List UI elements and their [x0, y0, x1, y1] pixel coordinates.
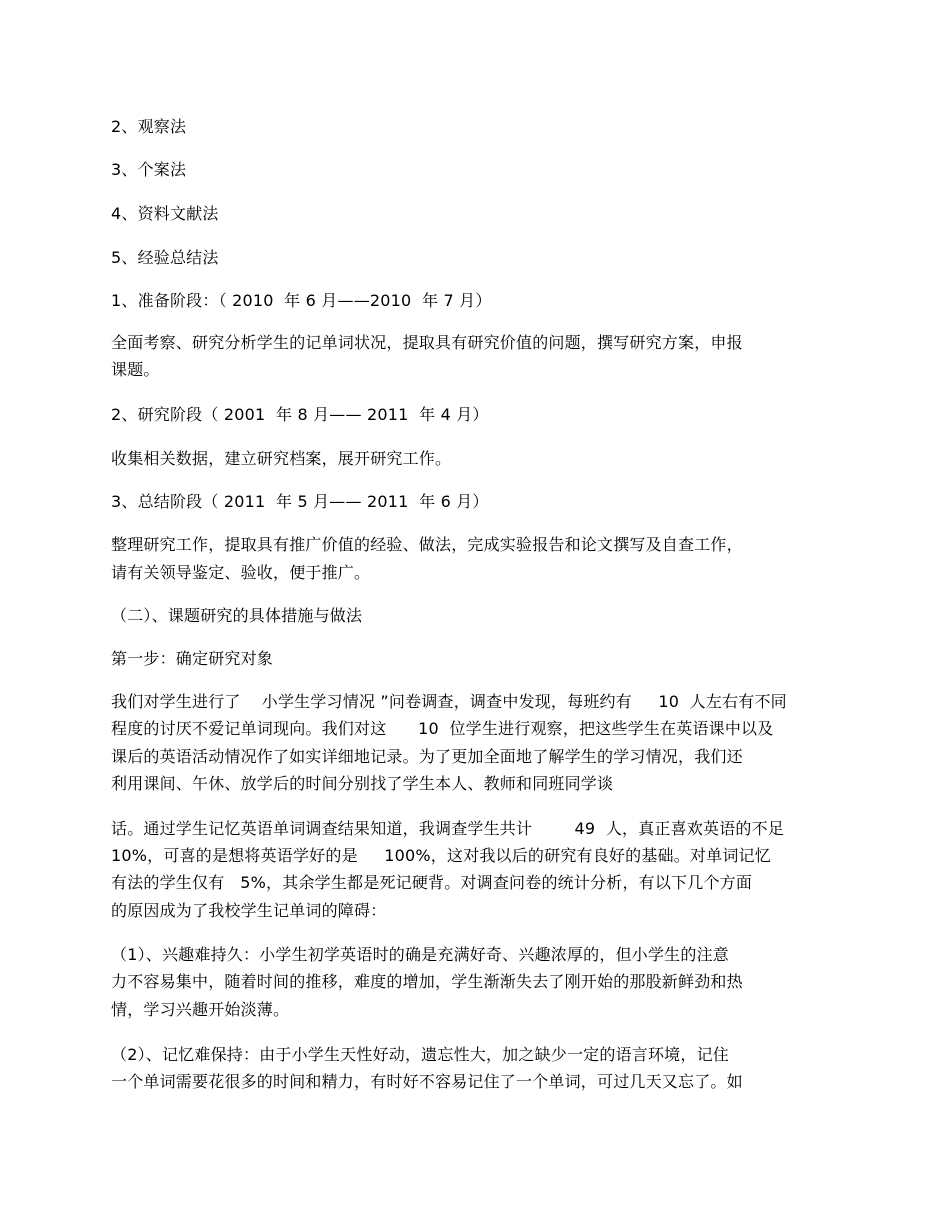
paragraph-line: 我们对学生进行了 小学生学习情况 ”问卷调查，调查中发现，每班约有 10 人左右有不同 [111, 692, 787, 711]
stage-preparation-heading: 1、准备阶段：（ 2010 年 6 月——2010 年 7 月） [111, 291, 492, 310]
section-heading: （二）、课题研究的具体措施与做法 [111, 606, 363, 625]
paragraph-line: 有法的学生仅有 5%，其余学生都是死记硬背。对调查问卷的统计分析，有以下几个方面 [111, 873, 753, 892]
paragraph-line: 力不容易集中，随着时间的推移，难度的增加，学生渐渐失去了刚开始的那股新鲜劲和热 [111, 972, 743, 991]
step-heading: 第一步：确定研究对象 [111, 649, 274, 668]
method-experience-summary: 5、经验总结法 [111, 248, 219, 267]
paragraph-line: 的原因成为了我校学生记单词的障碍： [111, 901, 387, 920]
paragraph-line: 一个单词需要花很多的时间和精力，有时好不容易记住了一个单词，可过几天又忘了。如 [111, 1072, 743, 1091]
method-literature: 4、资料文献法 [111, 204, 219, 223]
paragraph-line: 程度的讨厌不爱记单词现向。我们对这 10 位学生进行观察，把这些学生在英语课中以及 [111, 719, 774, 738]
paragraph-line: 利用课间、午休、放学后的时间分别找了学生本人、教师和同班同学谈 [111, 774, 614, 793]
paragraph-line: 收集相关数据，建立研究档案，展开研究工作。 [111, 449, 452, 468]
paragraph-line: 10%，可喜的是想将英语学好的是 100%，这对我以后的研究有良好的基础。对单词记忆 [111, 846, 771, 865]
method-observation: 2、观察法 [111, 117, 187, 136]
method-case-study: 3、个案法 [111, 160, 187, 179]
stage-research-heading: 2、研究阶段（ 2001 年 8 月—— 2011 年 4 月） [111, 405, 489, 424]
paragraph-line: 全面考察、研究分析学生的记单词状况，提取具有研究价值的问题，撰写研究方案，申报 [111, 333, 743, 352]
paragraph-line: （2）、记忆难保持：由于小学生天性好动，遗忘性大，加之缺少一定的语言环境，记住 [111, 1045, 729, 1064]
paragraph-line: 课题。 [111, 360, 160, 379]
paragraph-line: 情，学习兴趣开始淡薄。 [111, 1000, 290, 1019]
paragraph-line: （1）、兴趣难持久：小学生初学英语时的确是充满好奇、兴趣浓厚的，但小学生的注意 [111, 945, 729, 964]
paragraph-line: 请有关领导鉴定、验收，便于推广。 [111, 563, 371, 582]
stage-summary-heading: 3、总结阶段（ 2011 年 5 月—— 2011 年 6 月） [111, 492, 489, 511]
paragraph-line: 课后的英语活动情况作了如实详细地记录。为了更加全面地了解学生的学习情况，我们还 [111, 747, 743, 766]
paragraph-line: 整理研究工作，提取具有推广价值的经验、做法，完成实验报告和论文撰写及自查工作， [111, 535, 743, 554]
paragraph-line: 话。通过学生记忆英语单词调查结果知道，我调查学生共计 49 人，真正喜欢英语的不足 [111, 819, 785, 838]
